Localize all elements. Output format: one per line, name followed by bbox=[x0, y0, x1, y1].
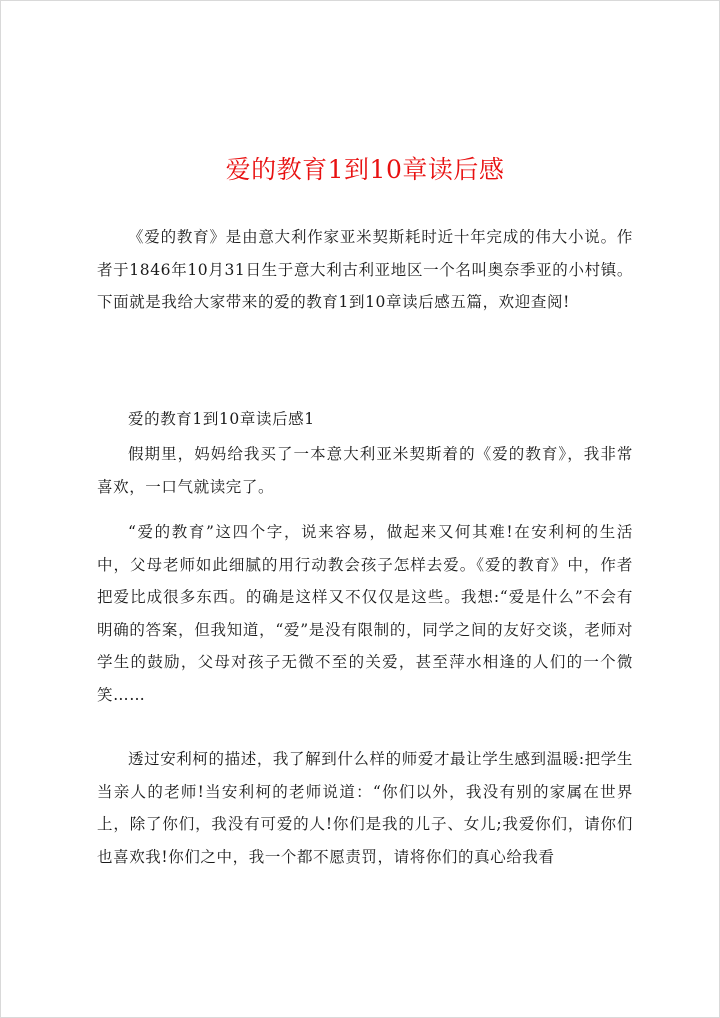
body-paragraph-1: 假期里，妈妈给我买了一本意大利亚米契斯着的《爱的教育》，我非常喜欢，一口气就读完了。 bbox=[97, 445, 633, 496]
body-paragraph-2: “爱的教育”这四个字，说来容易，做起来又何其难!在安利柯的生活中，父母老师如此细腻的用行动教会孩子怎样去爱。《爱的教育》中，作者把爱比成很多东西。的确是这样又不仅仅是这些。我想:“爱是什么”不会有明确的答案，但我知道，“爱”是没有限制的，同学之间的友好交谈，老师对学生的鼓励，父母对孩子无微不至的关爱，甚至萍水相逢的人们的一个微笑…… bbox=[97, 523, 633, 704]
document-title: 爱的教育1到10章读后感 bbox=[225, 155, 505, 184]
body-paragraph-3: 透过安利柯的描述，我了解到什么样的师爱才最让学生感到温暖:把学生当亲人的老师!当安利柯的老师说道：“你们以外，我没有别的家属在世界上，除了你们，我没有可爱的人!你们是我的儿子、女儿;我爱你们，请你们也喜欢我!你们之中，我一个都不愿责罚，请将你们的真心给我看 bbox=[97, 750, 633, 866]
section-heading: 爱的教育1到10章读后感1 bbox=[128, 410, 315, 428]
intro-paragraph: 《爱的教育》是由意大利作家亚米契斯耗时近十年完成的伟大小说。作者于1846年10月31日生于意大利古利亚地区一个名叫奥奈季亚的小村镇。下面就是我给大家带来的爱的教育1到10章读后感五篇，欢迎查阅! bbox=[97, 228, 633, 311]
